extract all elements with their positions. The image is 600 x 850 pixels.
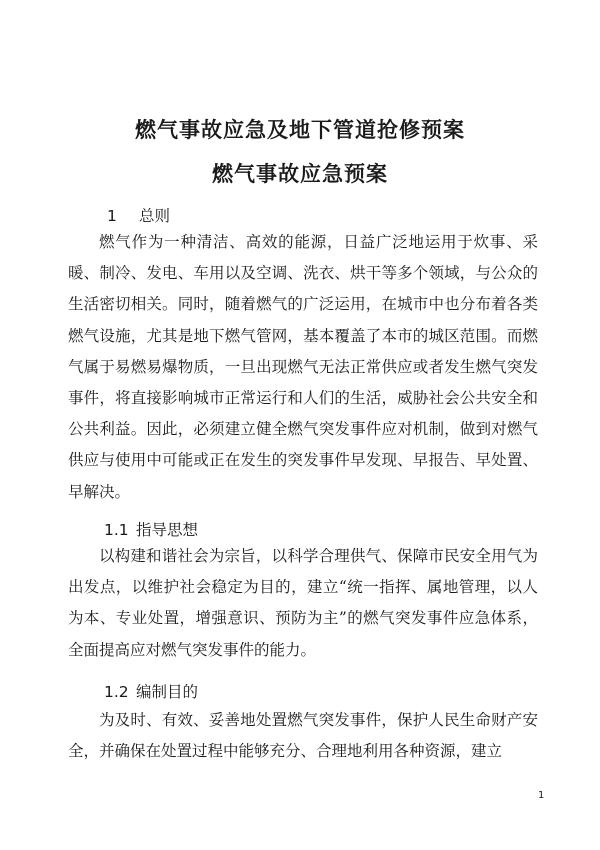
section-number: 1.2	[104, 683, 129, 701]
section-paragraph-guiding-ideology: 以构建和谐社会为宗旨，以科学合理供气、保障市民安全用气为出发点，以维护社会稳定为目的，建立“统一指挥、属地管理，以人为本、专业处置，增强意识、预防为主”的燃气突发事件应急体系，全面提高应对燃气突发事件的能力。	[68, 547, 538, 659]
section-heading-guiding-ideology	[104, 518, 198, 540]
section-number: 1	[107, 207, 117, 225]
document-title: 燃气事故应急及地下管道抢修预案	[135, 118, 465, 142]
document-subtitle: 燃气事故应急预案	[212, 162, 388, 186]
section-heading-general	[107, 204, 170, 226]
section-paragraph-general: 燃气作为一种清洁、高效的能源，日益广泛地运用于炊事、采暖、制冷、发电、车用以及空调、洗衣、烘干等多个领域，与公众的生活密切相关。同时，随着燃气的广泛运用，在城市中也分布着各类燃气设施，尤其是地下燃气管网，基本覆盖了本市的城区范围。而燃气属于易燃易爆物质，一旦出现燃气无法正常供应或者发生燃气突发事件，将直接影响城市正常运行和人们的生活，威胁社会公共安全和公共利益。因此，必须建立健全燃气突发事件应对机制，做到对燃气供应与使用中可能或正在发生的突发事件早发现、早报告、早处置、早解决。	[68, 233, 538, 501]
section-paragraph-purpose: 为及时、有效、妥善地处置燃气突发事件，保护人民生命财产安全，并确保在处置过程中能够充分、合理地利用各种资源，建立	[68, 711, 538, 761]
section-number: 1.1	[104, 521, 129, 539]
section-heading-text: 指导思想	[136, 521, 199, 539]
page-number: 1	[538, 790, 545, 801]
section-heading-text: 总则	[139, 207, 171, 225]
section-heading-purpose	[104, 680, 198, 702]
section-heading-text: 编制目的	[136, 683, 199, 701]
